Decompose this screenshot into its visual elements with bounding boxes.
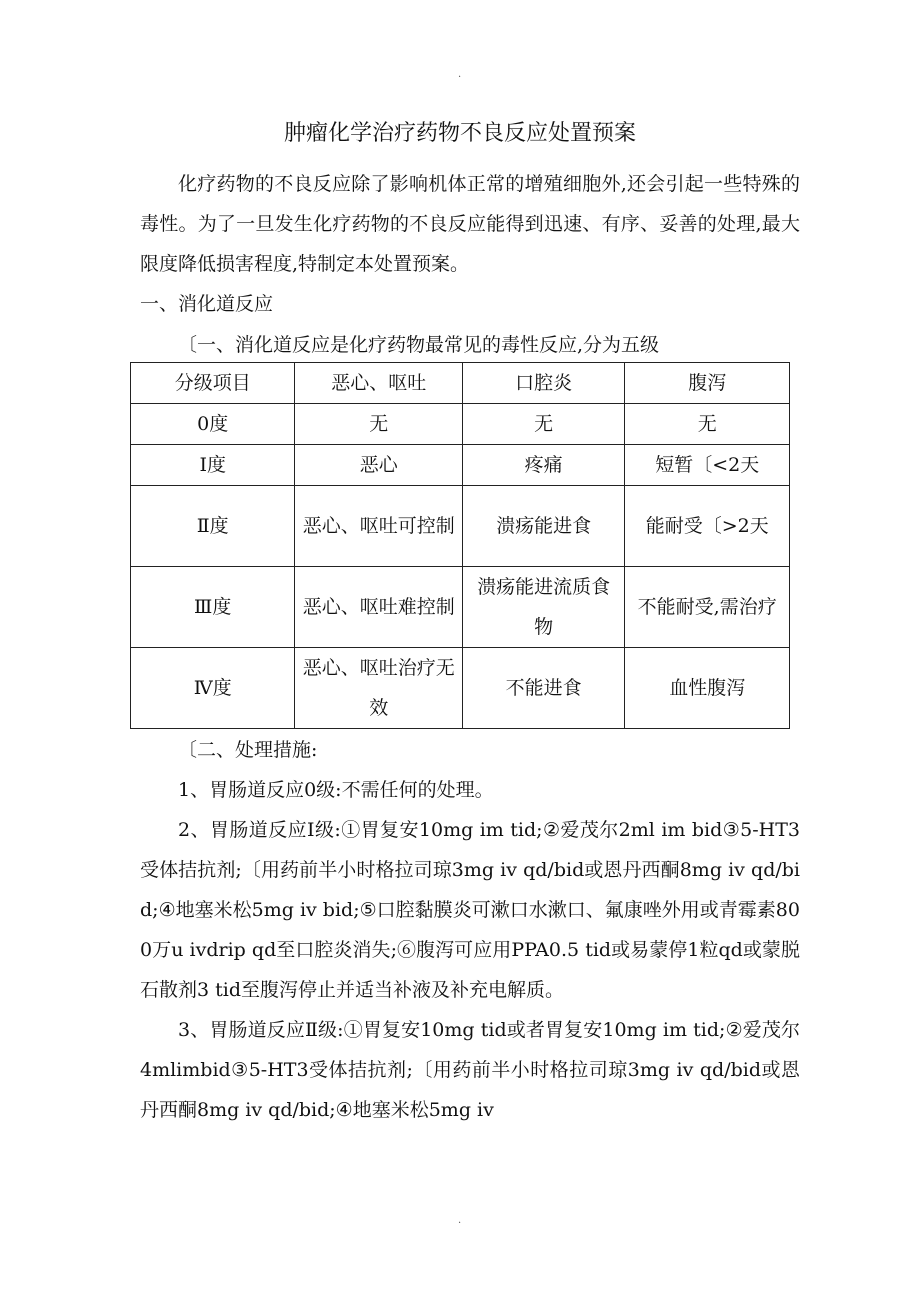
table-cell: Ⅲ度 [131, 567, 295, 648]
header-cell: 腹泻 [625, 363, 790, 404]
table-cell: 不能进食 [462, 648, 624, 729]
header-cell: 分级项目 [131, 363, 295, 404]
table-cell: 不能耐受,需治疗 [625, 567, 790, 648]
table-cell: 溃疡能进食 [462, 486, 624, 567]
table-row [131, 445, 790, 486]
table-cell: Ⅱ度 [131, 486, 295, 567]
table-cell: 无 [462, 404, 624, 445]
table-cell: 短暂〔<2天 [625, 445, 790, 486]
table-cell: 疼痛 [462, 445, 624, 486]
table-row [131, 648, 790, 729]
table-row [131, 404, 790, 445]
table-header-row [131, 363, 790, 404]
measures-heading: 〔二、处理措施: [178, 739, 318, 761]
page-marker-bottom: . [458, 1215, 462, 1226]
page-marker-top: . [458, 69, 462, 80]
table-cell: 恶心、呕吐可控制 [295, 486, 463, 567]
document-title: 肿瘤化学治疗药物不良反应处置预案 [283, 121, 636, 146]
table-cell: Ⅰ度 [131, 445, 295, 486]
table-cell: 溃疡能进流质食物 [462, 567, 624, 648]
table-caption: 〔一、消化道反应是化疗药物最常见的毒性反应,分为五级 [178, 334, 660, 356]
toxicity-grade-table [130, 362, 790, 729]
table-cell: 恶心、呕吐难控制 [295, 567, 463, 648]
intro-block [140, 164, 800, 324]
measures-block [140, 730, 800, 1130]
header-cell: 恶心、呕吐 [295, 363, 463, 404]
table-row [131, 486, 790, 567]
measure-item: 1、胃肠道反应0级:不需任何的处理。 [178, 779, 494, 801]
measure-item: 2、胃肠道反应Ⅰ级:①胃复安10mg im tid;②爱茂尔2ml im bid③5-HT3受体拮抗剂;〔用药前半小时格拉司琼3mg iv qd/bid或恩丹西酮8mg iv qd/bid;④地塞米松5mg iv bid;⑤口腔黏膜炎可漱口水漱口、氟康唑外用或青霉素800万u ivdrip qd至口腔炎消失;⑥腹泻可应用PPA0.5 tid或易蒙停1粒qd或蒙脱石散剂3 tid至腹泻停止并适当补液及补充电解质。 [140, 819, 800, 1001]
table-cell: 血性腹泻 [625, 648, 790, 729]
table-cell: 恶心、呕吐治疗无效 [295, 648, 463, 729]
measure-item: 3、胃肠道反应Ⅱ级:①胃复安10mg tid或者胃复安10mg im tid;②爱茂尔4mlimbid③5-HT3受体拮抗剂;〔用药前半小时格拉司琼3mg iv qd/bid或恩丹西酮8mg iv qd/bid;④地塞米松5mg iv [140, 1019, 800, 1121]
table-row [131, 567, 790, 648]
header-cell: 口腔炎 [462, 363, 624, 404]
table-cell: 能耐受〔>2天 [625, 486, 790, 567]
table-cell: 无 [625, 404, 790, 445]
table-cell: Ⅳ度 [131, 648, 295, 729]
table-cell: 0度 [131, 404, 295, 445]
table-cell: 无 [295, 404, 463, 445]
table-cell: 恶心 [295, 445, 463, 486]
intro-paragraph: 化疗药物的不良反应除了影响机体正常的增殖细胞外,还会引起一些特殊的毒性。为了一旦发生化疗药物的不良反应能得到迅速、有序、妥善的处理,最大限度降低损害程度,特制定本处置预案。 [140, 173, 800, 275]
section-heading-digestive: 一、消化道反应 [140, 293, 274, 315]
